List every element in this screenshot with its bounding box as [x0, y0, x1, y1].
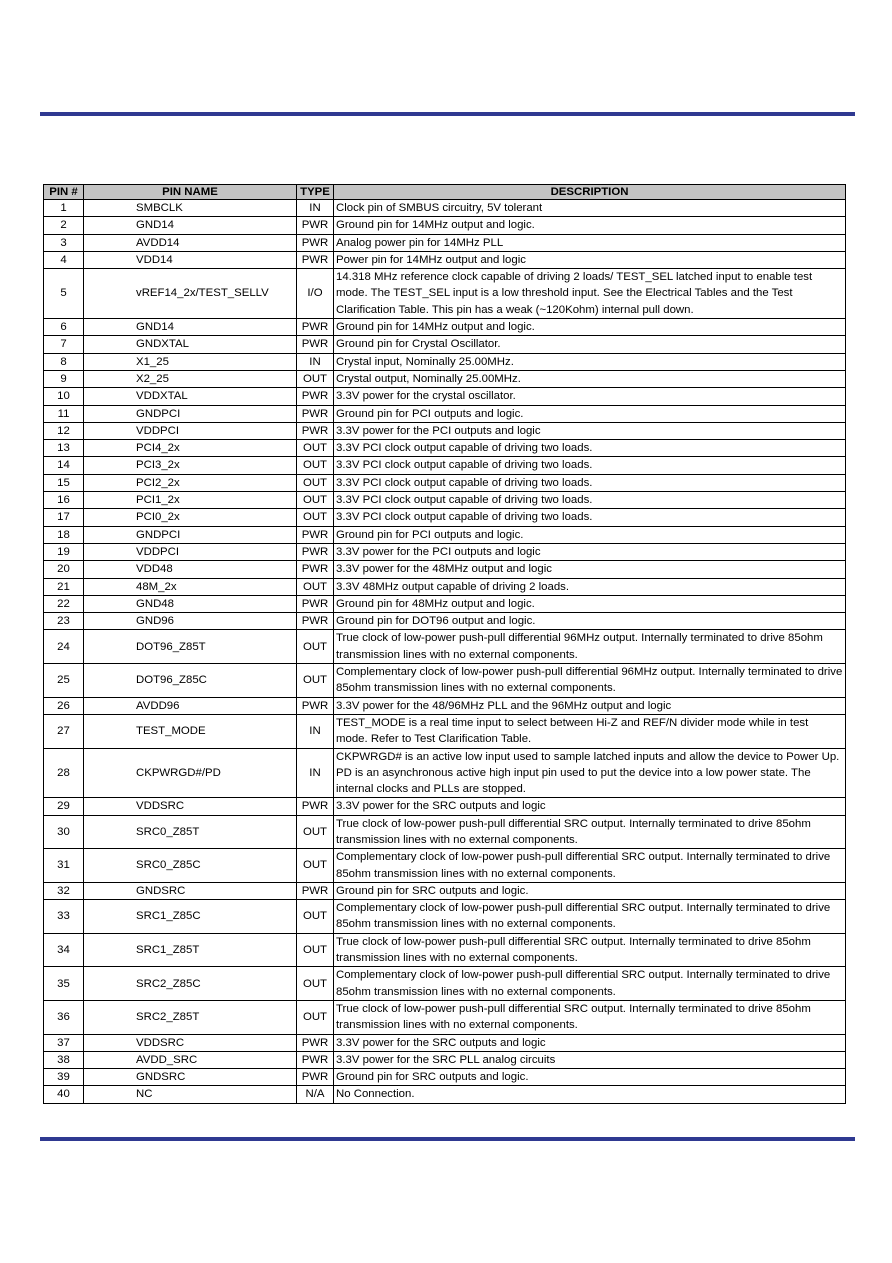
- pin-type-cell: PWR: [297, 1034, 334, 1051]
- pin-name-cell: PCI1_2x: [84, 492, 297, 509]
- pin-name-cell: GND14: [84, 217, 297, 234]
- pin-number-cell: 7: [44, 336, 84, 353]
- pin-type-cell: PWR: [297, 1069, 334, 1086]
- pin-name-cell: SRC0_Z85C: [84, 849, 297, 883]
- pin-number-cell: 24: [44, 630, 84, 664]
- pin-description-cell: Clock pin of SMBUS circuitry, 5V tolerant: [334, 200, 846, 217]
- pin-name-cell: vREF14_2x/TEST_SELLV: [84, 269, 297, 319]
- pin-type-cell: OUT: [297, 1000, 334, 1034]
- pin-description-cell: 3.3V PCI clock output capable of driving two loads.: [334, 509, 846, 526]
- table-row: [44, 561, 846, 578]
- pin-type-cell: PWR: [297, 798, 334, 815]
- pin-description-cell: Ground pin for 48MHz output and logic.: [334, 595, 846, 612]
- pin-type-cell: PWR: [297, 336, 334, 353]
- table-row: [44, 1000, 846, 1034]
- pin-type-cell: IN: [297, 353, 334, 370]
- pin-number-cell: 8: [44, 353, 84, 370]
- pin-number-cell: 3: [44, 234, 84, 251]
- pin-name-cell: SMBCLK: [84, 200, 297, 217]
- pin-number-cell: 1: [44, 200, 84, 217]
- table-row: [44, 474, 846, 491]
- footer-rule: [40, 1137, 855, 1141]
- pin-description-cell: 3.3V power for the PCI outputs and logic: [334, 422, 846, 439]
- header-rule: [40, 112, 855, 116]
- pin-description-cell: TEST_MODE is a real time input to select between Hi-Z and REF/N divider mode while in test mode. Refer to Test Clarification Table.: [334, 714, 846, 748]
- pin-type-cell: IN: [297, 200, 334, 217]
- pin-type-cell: PWR: [297, 388, 334, 405]
- table-row: [44, 526, 846, 543]
- pin-description-cell: CKPWRGD# is an active low input used to sample latched inputs and allow the device to Power Up. PD is an asynchronous active high input pin used to put the device into a low power state. The internal clocks and PLLs are stopped.: [334, 748, 846, 798]
- pin-number-cell: 16: [44, 492, 84, 509]
- pin-description-cell: Ground pin for 14MHz output and logic.: [334, 319, 846, 336]
- pin-type-cell: PWR: [297, 595, 334, 612]
- pin-type-cell: OUT: [297, 967, 334, 1001]
- table-row: [44, 664, 846, 698]
- pin-name-cell: AVDD14: [84, 234, 297, 251]
- pin-type-cell: PWR: [297, 217, 334, 234]
- pin-number-cell: 19: [44, 543, 84, 560]
- pin-number-cell: 26: [44, 697, 84, 714]
- pin-description-table: [43, 184, 846, 1104]
- pin-number-cell: 27: [44, 714, 84, 748]
- pin-number-cell: 9: [44, 370, 84, 387]
- pin-name-cell: GNDSRC: [84, 1069, 297, 1086]
- pin-description-cell: 3.3V power for the SRC outputs and logic: [334, 1034, 846, 1051]
- pin-description-cell: Ground pin for 14MHz output and logic.: [334, 217, 846, 234]
- pin-name-cell: GNDSRC: [84, 882, 297, 899]
- pin-name-cell: SRC2_Z85C: [84, 967, 297, 1001]
- pin-type-cell: PWR: [297, 1051, 334, 1068]
- pin-description-cell: 3.3V power for the SRC outputs and logic: [334, 798, 846, 815]
- pin-name-cell: SRC1_Z85C: [84, 900, 297, 934]
- pin-number-cell: 29: [44, 798, 84, 815]
- pin-type-cell: OUT: [297, 509, 334, 526]
- pin-number-cell: 40: [44, 1086, 84, 1103]
- table-row: [44, 613, 846, 630]
- pin-description-cell: Ground pin for Crystal Oscillator.: [334, 336, 846, 353]
- pin-name-cell: PCI4_2x: [84, 440, 297, 457]
- pin-name-cell: DOT96_Z85C: [84, 664, 297, 698]
- pin-number-cell: 5: [44, 269, 84, 319]
- pin-number-cell: 39: [44, 1069, 84, 1086]
- table-row: [44, 370, 846, 387]
- table-row: [44, 900, 846, 934]
- pin-description-cell: 3.3V 48MHz output capable of driving 2 loads.: [334, 578, 846, 595]
- pin-number-cell: 18: [44, 526, 84, 543]
- pin-number-cell: 20: [44, 561, 84, 578]
- pin-type-cell: N/A: [297, 1086, 334, 1103]
- pin-name-cell: VDDSRC: [84, 1034, 297, 1051]
- table-row: [44, 405, 846, 422]
- pin-name-cell: AVDD96: [84, 697, 297, 714]
- pin-description-cell: Complementary clock of low-power push-pull differential SRC output. Internally terminated to drive 85ohm transmission lines with no external components.: [334, 900, 846, 934]
- pin-type-cell: OUT: [297, 474, 334, 491]
- pin-type-cell: PWR: [297, 561, 334, 578]
- pin-number-cell: 33: [44, 900, 84, 934]
- pin-name-cell: X1_25: [84, 353, 297, 370]
- pin-description-cell: Ground pin for PCI outputs and logic.: [334, 526, 846, 543]
- pin-description-cell: Analog power pin for 14MHz PLL: [334, 234, 846, 251]
- table-row: [44, 543, 846, 560]
- table-row: [44, 933, 846, 967]
- pin-number-cell: 34: [44, 933, 84, 967]
- table-row: [44, 630, 846, 664]
- header-pin-number: PIN #: [44, 185, 84, 200]
- pin-number-cell: 13: [44, 440, 84, 457]
- table-row: [44, 388, 846, 405]
- pin-type-cell: OUT: [297, 578, 334, 595]
- pin-description-cell: 3.3V power for the SRC PLL analog circuits: [334, 1051, 846, 1068]
- table-row: [44, 798, 846, 815]
- pin-number-cell: 37: [44, 1034, 84, 1051]
- table-row: [44, 269, 846, 319]
- pin-description-cell: Complementary clock of low-power push-pull differential 96MHz output. Internally terminated to drive 85ohm transmission lines with no external components.: [334, 664, 846, 698]
- table-row: [44, 1069, 846, 1086]
- pin-description-cell: Ground pin for SRC outputs and logic.: [334, 882, 846, 899]
- table-row: [44, 336, 846, 353]
- pin-description-cell: 3.3V PCI clock output capable of driving two loads.: [334, 474, 846, 491]
- pin-name-cell: VDD48: [84, 561, 297, 578]
- pin-name-cell: GNDPCI: [84, 405, 297, 422]
- pin-type-cell: PWR: [297, 613, 334, 630]
- table-row: [44, 595, 846, 612]
- pin-name-cell: PCI3_2x: [84, 457, 297, 474]
- pin-name-cell: GND48: [84, 595, 297, 612]
- pin-name-cell: VDDXTAL: [84, 388, 297, 405]
- pin-number-cell: 35: [44, 967, 84, 1001]
- pin-number-cell: 38: [44, 1051, 84, 1068]
- pin-type-cell: I/O: [297, 269, 334, 319]
- pin-number-cell: 10: [44, 388, 84, 405]
- pin-number-cell: 4: [44, 251, 84, 268]
- table-header-row: [44, 185, 846, 200]
- pin-type-cell: OUT: [297, 630, 334, 664]
- header-pin-name: PIN NAME: [84, 185, 297, 200]
- pin-name-cell: DOT96_Z85T: [84, 630, 297, 664]
- pin-type-cell: OUT: [297, 815, 334, 849]
- table-row: [44, 882, 846, 899]
- header-description: DESCRIPTION: [334, 185, 846, 200]
- pin-number-cell: 6: [44, 319, 84, 336]
- pin-type-cell: PWR: [297, 422, 334, 439]
- pin-name-cell: VDDPCI: [84, 543, 297, 560]
- pin-number-cell: 17: [44, 509, 84, 526]
- pin-description-cell: Ground pin for PCI outputs and logic.: [334, 405, 846, 422]
- table-row: [44, 217, 846, 234]
- pin-name-cell: AVDD_SRC: [84, 1051, 297, 1068]
- table-row: [44, 422, 846, 439]
- pin-type-cell: OUT: [297, 457, 334, 474]
- pin-type-cell: IN: [297, 748, 334, 798]
- pin-type-cell: PWR: [297, 251, 334, 268]
- pin-name-cell: 48M_2x: [84, 578, 297, 595]
- pin-description-cell: 3.3V PCI clock output capable of driving two loads.: [334, 440, 846, 457]
- pin-type-cell: PWR: [297, 234, 334, 251]
- pin-description-cell: Complementary clock of low-power push-pull differential SRC output. Internally terminated to drive 85ohm transmission lines with no external components.: [334, 849, 846, 883]
- pin-type-cell: OUT: [297, 900, 334, 934]
- pin-type-cell: PWR: [297, 319, 334, 336]
- pin-type-cell: PWR: [297, 405, 334, 422]
- table-row: [44, 1034, 846, 1051]
- pin-description-cell: 3.3V power for the PCI outputs and logic: [334, 543, 846, 560]
- table-row: [44, 251, 846, 268]
- pin-name-cell: VDD14: [84, 251, 297, 268]
- pin-description-cell: 14.318 MHz reference clock capable of driving 2 loads/ TEST_SEL latched input to enable test mode. The TEST_SEL input is a low threshold input. See the Electrical Tables and the Test Clarification Table. This pin has a weak (~120Kohm) internal pull down.: [334, 269, 846, 319]
- pin-name-cell: PCI0_2x: [84, 509, 297, 526]
- pin-name-cell: PCI2_2x: [84, 474, 297, 491]
- pin-number-cell: 12: [44, 422, 84, 439]
- pin-number-cell: 28: [44, 748, 84, 798]
- pin-number-cell: 31: [44, 849, 84, 883]
- pin-description-cell: Complementary clock of low-power push-pull differential SRC output. Internally terminated to drive 85ohm transmission lines with no external components.: [334, 967, 846, 1001]
- pin-description-cell: Crystal input, Nominally 25.00MHz.: [334, 353, 846, 370]
- pin-type-cell: OUT: [297, 933, 334, 967]
- pin-number-cell: 11: [44, 405, 84, 422]
- pin-description-cell: Crystal output, Nominally 25.00MHz.: [334, 370, 846, 387]
- pin-name-cell: GNDXTAL: [84, 336, 297, 353]
- pin-name-cell: SRC1_Z85T: [84, 933, 297, 967]
- pin-name-cell: GND96: [84, 613, 297, 630]
- pin-number-cell: 23: [44, 613, 84, 630]
- table-row: [44, 200, 846, 217]
- pin-type-cell: OUT: [297, 440, 334, 457]
- table-row: [44, 319, 846, 336]
- table-row: [44, 353, 846, 370]
- pin-description-cell: True clock of low-power push-pull differential 96MHz output. Internally terminated to drive 85ohm transmission lines with no external components.: [334, 630, 846, 664]
- pin-description-cell: True clock of low-power push-pull differential SRC output. Internally terminated to drive 85ohm transmission lines with no external components.: [334, 933, 846, 967]
- pin-description-cell: Ground pin for SRC outputs and logic.: [334, 1069, 846, 1086]
- pin-number-cell: 22: [44, 595, 84, 612]
- pin-type-cell: PWR: [297, 526, 334, 543]
- pin-number-cell: 32: [44, 882, 84, 899]
- pin-name-cell: GND14: [84, 319, 297, 336]
- pin-type-cell: IN: [297, 714, 334, 748]
- pin-description-cell: 3.3V power for the 48/96MHz PLL and the 96MHz output and logic: [334, 697, 846, 714]
- pin-type-cell: OUT: [297, 849, 334, 883]
- table-row: [44, 234, 846, 251]
- table-row: [44, 815, 846, 849]
- table-row: [44, 457, 846, 474]
- pin-type-cell: OUT: [297, 370, 334, 387]
- pin-number-cell: 21: [44, 578, 84, 595]
- pin-description-cell: 3.3V power for the crystal oscillator.: [334, 388, 846, 405]
- pin-name-cell: SRC0_Z85T: [84, 815, 297, 849]
- table-row: [44, 1051, 846, 1068]
- pin-number-cell: 2: [44, 217, 84, 234]
- pin-name-cell: TEST_MODE: [84, 714, 297, 748]
- pin-type-cell: OUT: [297, 664, 334, 698]
- table-row: [44, 967, 846, 1001]
- pin-description-cell: 3.3V PCI clock output capable of driving two loads.: [334, 457, 846, 474]
- pin-description-cell: Power pin for 14MHz output and logic: [334, 251, 846, 268]
- pin-name-cell: GNDPCI: [84, 526, 297, 543]
- pin-type-cell: PWR: [297, 543, 334, 560]
- table-row: [44, 578, 846, 595]
- table-row: [44, 697, 846, 714]
- table-row: [44, 509, 846, 526]
- pin-name-cell: VDDSRC: [84, 798, 297, 815]
- table-row: [44, 1086, 846, 1103]
- pin-number-cell: 36: [44, 1000, 84, 1034]
- table-row: [44, 440, 846, 457]
- pin-type-cell: PWR: [297, 697, 334, 714]
- pin-name-cell: VDDPCI: [84, 422, 297, 439]
- pin-description-cell: True clock of low-power push-pull differential SRC output. Internally terminated to drive 85ohm transmission lines with no external components.: [334, 815, 846, 849]
- pin-name-cell: NC: [84, 1086, 297, 1103]
- pin-description-cell: True clock of low-power push-pull differential SRC output. Internally terminated to drive 85ohm transmission lines with no external components.: [334, 1000, 846, 1034]
- pin-number-cell: 15: [44, 474, 84, 491]
- pin-description-cell: No Connection.: [334, 1086, 846, 1103]
- pin-type-cell: OUT: [297, 492, 334, 509]
- pin-name-cell: CKPWRGD#/PD: [84, 748, 297, 798]
- table-row: [44, 492, 846, 509]
- pin-number-cell: 25: [44, 664, 84, 698]
- table-row: [44, 748, 846, 798]
- table-row: [44, 849, 846, 883]
- pin-name-cell: X2_25: [84, 370, 297, 387]
- table-body: [44, 200, 846, 1104]
- pin-number-cell: 30: [44, 815, 84, 849]
- pin-description-cell: 3.3V PCI clock output capable of driving two loads.: [334, 492, 846, 509]
- pin-type-cell: PWR: [297, 882, 334, 899]
- table-row: [44, 714, 846, 748]
- pin-number-cell: 14: [44, 457, 84, 474]
- pin-name-cell: SRC2_Z85T: [84, 1000, 297, 1034]
- pin-description-cell: 3.3V power for the 48MHz output and logic: [334, 561, 846, 578]
- pin-description-cell: Ground pin for DOT96 output and logic.: [334, 613, 846, 630]
- header-pin-type: TYPE: [297, 185, 334, 200]
